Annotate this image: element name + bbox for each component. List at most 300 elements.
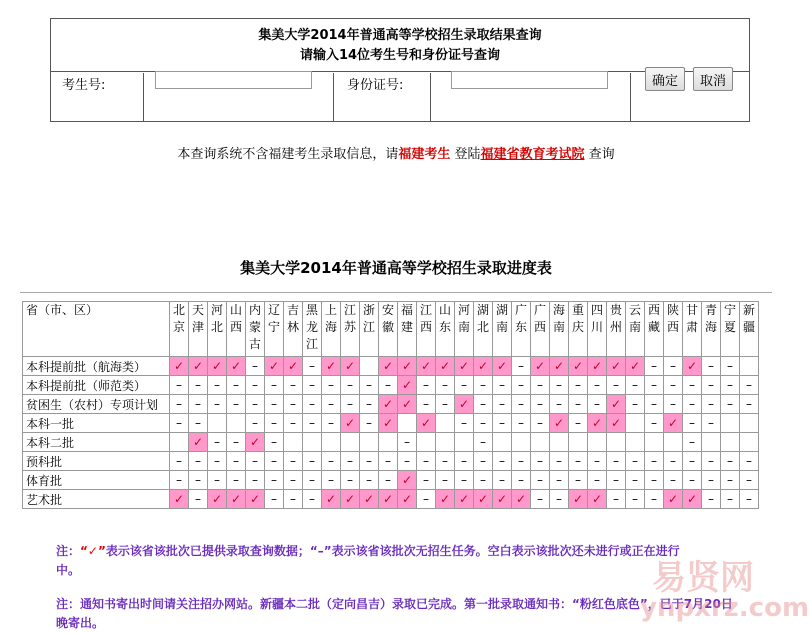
query-title-line2: 请输入14位考生号和身份证号查询 bbox=[299, 48, 501, 63]
batch-name: 贫困生（农村）专项计划 bbox=[23, 395, 170, 414]
fujian-notice bbox=[0, 143, 792, 162]
status-cell: – bbox=[531, 395, 550, 414]
status-cell bbox=[626, 414, 645, 433]
progress-table bbox=[22, 301, 759, 509]
status-cell bbox=[417, 433, 436, 452]
status-cell: ✓ bbox=[683, 490, 702, 509]
status-cell: – bbox=[303, 490, 322, 509]
status-cell: ✓ bbox=[322, 357, 341, 376]
notice-text2: 登陆 bbox=[450, 147, 481, 162]
status-cell: – bbox=[284, 452, 303, 471]
status-cell: – bbox=[341, 471, 360, 490]
province-header: 河南 bbox=[455, 302, 474, 357]
status-cell: ✓ bbox=[550, 357, 569, 376]
status-cell: – bbox=[550, 376, 569, 395]
batch-name: 预科批 bbox=[23, 452, 170, 471]
status-cell: – bbox=[265, 376, 284, 395]
status-cell: – bbox=[246, 414, 265, 433]
status-cell: – bbox=[455, 452, 474, 471]
status-cell: ✓ bbox=[398, 357, 417, 376]
status-cell bbox=[208, 414, 227, 433]
status-cell: – bbox=[398, 452, 417, 471]
status-cell: – bbox=[417, 471, 436, 490]
province-header: 新疆 bbox=[740, 302, 759, 357]
exam-number-input[interactable] bbox=[155, 71, 312, 89]
status-cell: – bbox=[474, 433, 493, 452]
batch-name: 本科一批 bbox=[23, 414, 170, 433]
status-cell: – bbox=[322, 414, 341, 433]
status-cell: – bbox=[588, 395, 607, 414]
status-cell: – bbox=[208, 471, 227, 490]
status-cell: – bbox=[170, 376, 189, 395]
status-cell: – bbox=[645, 376, 664, 395]
watermark-logo: 易贤网 bbox=[652, 558, 754, 598]
table-row bbox=[23, 490, 759, 509]
status-cell: – bbox=[189, 490, 208, 509]
status-cell: – bbox=[341, 395, 360, 414]
status-cell: – bbox=[322, 452, 341, 471]
status-cell: – bbox=[170, 471, 189, 490]
status-cell: – bbox=[265, 452, 284, 471]
status-cell: – bbox=[512, 376, 531, 395]
status-cell: – bbox=[664, 395, 683, 414]
query-title-line1: 集美大学2014年普通高等学校招生录取结果查询 bbox=[258, 28, 542, 43]
status-cell: – bbox=[588, 471, 607, 490]
status-cell: ✓ bbox=[341, 357, 360, 376]
status-cell: ✓ bbox=[455, 357, 474, 376]
province-header: 上海 bbox=[322, 302, 341, 357]
province-header: 宁夏 bbox=[721, 302, 740, 357]
status-cell: – bbox=[493, 471, 512, 490]
status-cell bbox=[550, 433, 569, 452]
status-cell: – bbox=[265, 471, 284, 490]
status-cell bbox=[436, 433, 455, 452]
status-cell: – bbox=[702, 414, 721, 433]
status-cell: ✓ bbox=[474, 490, 493, 509]
id-number-input[interactable] bbox=[451, 71, 608, 89]
province-header: 内蒙古 bbox=[246, 302, 265, 357]
status-cell: – bbox=[455, 376, 474, 395]
status-cell: – bbox=[322, 471, 341, 490]
status-cell: – bbox=[474, 471, 493, 490]
status-cell: – bbox=[303, 357, 322, 376]
status-cell: ✓ bbox=[569, 357, 588, 376]
status-cell: – bbox=[569, 471, 588, 490]
status-cell: – bbox=[512, 471, 531, 490]
status-cell: – bbox=[683, 395, 702, 414]
status-cell: ✓ bbox=[607, 395, 626, 414]
status-cell: ✓ bbox=[493, 357, 512, 376]
status-cell bbox=[588, 433, 607, 452]
legend-note-text: 表示该省该批次已提供录取查询数据；“–”表示该省该批次无招生任务。空白表示该批次还未进行或正在进行中。 bbox=[56, 544, 680, 577]
status-cell: – bbox=[626, 471, 645, 490]
status-cell: – bbox=[550, 395, 569, 414]
id-number-label: 身份证号: bbox=[347, 78, 404, 93]
status-cell: – bbox=[417, 490, 436, 509]
status-cell: – bbox=[493, 414, 512, 433]
cancel-button[interactable]: 取消 bbox=[693, 67, 733, 91]
status-cell: ✓ bbox=[398, 490, 417, 509]
status-cell: ✓ bbox=[170, 357, 189, 376]
status-cell: ✓ bbox=[341, 490, 360, 509]
status-cell: – bbox=[208, 376, 227, 395]
status-cell: – bbox=[360, 471, 379, 490]
status-cell: – bbox=[721, 490, 740, 509]
status-cell: ✓ bbox=[588, 414, 607, 433]
status-cell: ✓ bbox=[474, 357, 493, 376]
status-cell: – bbox=[664, 357, 683, 376]
status-cell: – bbox=[588, 376, 607, 395]
province-header: 天津 bbox=[189, 302, 208, 357]
status-cell: – bbox=[626, 490, 645, 509]
status-cell: – bbox=[702, 490, 721, 509]
status-cell: – bbox=[550, 452, 569, 471]
status-cell: – bbox=[493, 376, 512, 395]
status-cell: ✓ bbox=[398, 395, 417, 414]
status-cell: ✓ bbox=[436, 490, 455, 509]
status-cell: – bbox=[569, 414, 588, 433]
table-row bbox=[23, 471, 759, 490]
status-cell bbox=[493, 433, 512, 452]
province-header: 山西 bbox=[227, 302, 246, 357]
status-cell: ✓ bbox=[360, 490, 379, 509]
province-header: 陕西 bbox=[664, 302, 683, 357]
status-cell: ✓ bbox=[208, 490, 227, 509]
table-row bbox=[23, 376, 759, 395]
status-cell: – bbox=[550, 471, 569, 490]
status-cell: ✓ bbox=[246, 490, 265, 509]
status-cell: – bbox=[588, 452, 607, 471]
status-cell: ✓ bbox=[569, 490, 588, 509]
status-cell: – bbox=[702, 452, 721, 471]
status-cell: – bbox=[170, 395, 189, 414]
status-cell: – bbox=[170, 414, 189, 433]
province-header: 江西 bbox=[417, 302, 436, 357]
status-cell: ✓ bbox=[227, 490, 246, 509]
status-cell bbox=[664, 433, 683, 452]
confirm-button[interactable]: 确定 bbox=[645, 67, 685, 91]
province-header: 北京 bbox=[170, 302, 189, 357]
status-cell: – bbox=[265, 395, 284, 414]
status-cell: ✓ bbox=[398, 376, 417, 395]
status-cell: – bbox=[189, 452, 208, 471]
status-cell: – bbox=[721, 395, 740, 414]
status-cell: – bbox=[284, 471, 303, 490]
status-cell: ✓ bbox=[683, 357, 702, 376]
status-cell: – bbox=[683, 452, 702, 471]
province-header: 四川 bbox=[588, 302, 607, 357]
status-cell: – bbox=[683, 376, 702, 395]
status-cell: – bbox=[645, 357, 664, 376]
status-cell: – bbox=[740, 452, 759, 471]
status-cell: ✓ bbox=[284, 357, 303, 376]
status-cell: ✓ bbox=[664, 490, 683, 509]
province-header: 吉林 bbox=[284, 302, 303, 357]
query-title bbox=[51, 19, 749, 72]
status-cell: – bbox=[607, 490, 626, 509]
legend-note bbox=[56, 542, 696, 580]
status-cell: – bbox=[683, 471, 702, 490]
table-row bbox=[23, 414, 759, 433]
status-cell: ✓ bbox=[170, 490, 189, 509]
status-cell: – bbox=[455, 471, 474, 490]
status-cell: – bbox=[284, 395, 303, 414]
status-cell: – bbox=[436, 395, 455, 414]
province-header: 辽宁 bbox=[265, 302, 284, 357]
status-cell: ✓ bbox=[379, 490, 398, 509]
fujian-exam-authority-link[interactable]: 福建省教育考试院 bbox=[480, 147, 585, 162]
mailing-note: 注：通知书寄出时间请关注招办网站。新疆本二批（定向昌吉）录取已完成。第一批录取通知书：“粉红色底色”，已于7月20日晚寄出。 bbox=[56, 597, 733, 630]
status-cell: – bbox=[740, 395, 759, 414]
status-cell: – bbox=[322, 376, 341, 395]
status-cell: ✓ bbox=[493, 490, 512, 509]
status-cell: – bbox=[683, 414, 702, 433]
status-cell: – bbox=[626, 376, 645, 395]
status-cell: – bbox=[227, 433, 246, 452]
province-header: 江苏 bbox=[341, 302, 360, 357]
status-cell: – bbox=[702, 357, 721, 376]
status-cell: – bbox=[208, 433, 227, 452]
status-cell: – bbox=[398, 433, 417, 452]
status-cell bbox=[645, 433, 664, 452]
status-cell: – bbox=[664, 471, 683, 490]
status-cell: – bbox=[227, 395, 246, 414]
status-cell: – bbox=[645, 395, 664, 414]
status-cell: – bbox=[721, 471, 740, 490]
status-cell bbox=[379, 433, 398, 452]
status-cell: – bbox=[265, 490, 284, 509]
status-cell: – bbox=[246, 395, 265, 414]
status-cell: ✓ bbox=[189, 357, 208, 376]
status-cell bbox=[170, 433, 189, 452]
province-header: 广西 bbox=[531, 302, 550, 357]
status-cell: – bbox=[265, 414, 284, 433]
table-header-row bbox=[23, 302, 759, 357]
status-cell: – bbox=[379, 376, 398, 395]
status-cell: ✓ bbox=[227, 357, 246, 376]
status-cell bbox=[436, 414, 455, 433]
status-cell: – bbox=[531, 376, 550, 395]
status-cell: ✓ bbox=[607, 357, 626, 376]
status-cell: ✓ bbox=[550, 414, 569, 433]
status-cell: – bbox=[512, 452, 531, 471]
status-cell: – bbox=[531, 414, 550, 433]
batch-name: 本科二批 bbox=[23, 433, 170, 452]
batch-name: 本科提前批（航海类） bbox=[23, 357, 170, 376]
status-cell: ✓ bbox=[341, 414, 360, 433]
status-cell: ✓ bbox=[208, 357, 227, 376]
exam-number-label: 考生号: bbox=[62, 78, 106, 93]
status-cell: – bbox=[341, 452, 360, 471]
status-cell: – bbox=[208, 395, 227, 414]
status-cell bbox=[626, 433, 645, 452]
status-cell: – bbox=[360, 376, 379, 395]
province-header-label: 省（市、区） bbox=[23, 302, 170, 357]
status-cell: – bbox=[645, 490, 664, 509]
batch-name: 艺术批 bbox=[23, 490, 170, 509]
status-cell: ✓ bbox=[379, 357, 398, 376]
status-cell: – bbox=[607, 452, 626, 471]
status-cell: ✓ bbox=[626, 357, 645, 376]
province-header: 重庆 bbox=[569, 302, 588, 357]
status-cell: ✓ bbox=[189, 433, 208, 452]
province-header: 河北 bbox=[208, 302, 227, 357]
status-cell bbox=[455, 433, 474, 452]
status-cell bbox=[531, 433, 550, 452]
status-cell: – bbox=[303, 452, 322, 471]
status-cell: – bbox=[740, 471, 759, 490]
province-header: 海南 bbox=[550, 302, 569, 357]
province-header: 安徽 bbox=[379, 302, 398, 357]
status-cell: ✓ bbox=[417, 414, 436, 433]
status-cell: – bbox=[360, 395, 379, 414]
status-cell: – bbox=[417, 395, 436, 414]
status-cell: ✓ bbox=[607, 414, 626, 433]
status-cell: ✓ bbox=[455, 395, 474, 414]
status-cell bbox=[360, 357, 379, 376]
status-cell: – bbox=[436, 376, 455, 395]
status-cell bbox=[398, 414, 417, 433]
status-cell: – bbox=[569, 395, 588, 414]
status-cell: – bbox=[664, 376, 683, 395]
table-row bbox=[23, 357, 759, 376]
status-cell: ✓ bbox=[512, 490, 531, 509]
notice-text1: 本查询系统不含福建考生录取信息，请 bbox=[177, 147, 399, 162]
status-cell bbox=[303, 433, 322, 452]
status-cell: – bbox=[569, 452, 588, 471]
status-cell: ✓ bbox=[398, 471, 417, 490]
status-cell bbox=[607, 433, 626, 452]
status-cell: – bbox=[303, 376, 322, 395]
status-cell: – bbox=[569, 376, 588, 395]
table-row bbox=[23, 395, 759, 414]
status-cell bbox=[702, 433, 721, 452]
status-cell: – bbox=[645, 452, 664, 471]
status-cell: – bbox=[512, 395, 531, 414]
status-cell bbox=[360, 433, 379, 452]
status-cell: ✓ bbox=[531, 357, 550, 376]
divider bbox=[20, 292, 772, 293]
status-cell: ✓ bbox=[246, 433, 265, 452]
status-cell: – bbox=[740, 376, 759, 395]
province-header: 浙江 bbox=[360, 302, 379, 357]
status-cell: – bbox=[265, 433, 284, 452]
status-cell: – bbox=[512, 414, 531, 433]
status-cell: ✓ bbox=[588, 357, 607, 376]
province-header: 湖南 bbox=[493, 302, 512, 357]
status-cell bbox=[721, 433, 740, 452]
status-cell: – bbox=[303, 395, 322, 414]
status-cell bbox=[569, 433, 588, 452]
status-cell: – bbox=[740, 490, 759, 509]
status-cell: – bbox=[303, 471, 322, 490]
status-cell: – bbox=[322, 395, 341, 414]
status-cell: – bbox=[531, 490, 550, 509]
province-header: 黑龙江 bbox=[303, 302, 322, 357]
status-cell: – bbox=[227, 376, 246, 395]
status-cell: – bbox=[721, 376, 740, 395]
status-cell: – bbox=[702, 395, 721, 414]
status-cell: – bbox=[360, 414, 379, 433]
notice-text3: 查询 bbox=[584, 147, 615, 162]
status-cell bbox=[740, 357, 759, 376]
status-cell bbox=[322, 433, 341, 452]
legend-check-mark: “✓” bbox=[80, 544, 106, 558]
status-cell: – bbox=[645, 471, 664, 490]
status-cell: – bbox=[550, 490, 569, 509]
status-cell: ✓ bbox=[455, 490, 474, 509]
province-header: 福建 bbox=[398, 302, 417, 357]
status-cell: – bbox=[683, 433, 702, 452]
status-cell: – bbox=[379, 471, 398, 490]
status-cell: ✓ bbox=[265, 357, 284, 376]
status-cell bbox=[721, 414, 740, 433]
status-cell: – bbox=[645, 414, 664, 433]
status-cell: – bbox=[246, 452, 265, 471]
status-cell: – bbox=[512, 357, 531, 376]
status-cell bbox=[341, 433, 360, 452]
status-cell: – bbox=[208, 452, 227, 471]
status-cell: – bbox=[246, 357, 265, 376]
status-cell: – bbox=[360, 452, 379, 471]
status-cell: – bbox=[702, 376, 721, 395]
province-header: 贵州 bbox=[607, 302, 626, 357]
status-cell: – bbox=[436, 452, 455, 471]
table-row bbox=[23, 452, 759, 471]
status-cell: – bbox=[379, 452, 398, 471]
status-cell: ✓ bbox=[588, 490, 607, 509]
fujian-examinee-link[interactable]: 福建考生 bbox=[398, 147, 451, 162]
status-cell: ✓ bbox=[322, 490, 341, 509]
status-cell: – bbox=[531, 452, 550, 471]
batch-name: 本科提前批（师范类） bbox=[23, 376, 170, 395]
status-cell bbox=[284, 433, 303, 452]
status-cell: – bbox=[303, 414, 322, 433]
province-header: 云南 bbox=[626, 302, 645, 357]
status-cell: – bbox=[417, 452, 436, 471]
status-cell: – bbox=[417, 376, 436, 395]
status-cell: – bbox=[493, 395, 512, 414]
watermark-url: ynpxrz.com bbox=[640, 593, 809, 623]
status-cell: – bbox=[189, 376, 208, 395]
legend-note-prefix: 注： bbox=[56, 544, 81, 558]
status-cell: – bbox=[607, 471, 626, 490]
status-cell: – bbox=[721, 452, 740, 471]
status-cell: – bbox=[531, 471, 550, 490]
status-cell: – bbox=[189, 395, 208, 414]
status-cell: – bbox=[227, 471, 246, 490]
province-header: 西藏 bbox=[645, 302, 664, 357]
status-cell: ✓ bbox=[379, 395, 398, 414]
status-cell: – bbox=[189, 471, 208, 490]
status-cell: – bbox=[626, 395, 645, 414]
status-cell: – bbox=[607, 376, 626, 395]
status-cell: – bbox=[474, 414, 493, 433]
province-header: 甘肃 bbox=[683, 302, 702, 357]
status-cell: – bbox=[493, 452, 512, 471]
status-cell: – bbox=[284, 376, 303, 395]
status-cell: – bbox=[246, 471, 265, 490]
status-cell: ✓ bbox=[436, 357, 455, 376]
status-cell: – bbox=[284, 490, 303, 509]
status-cell bbox=[740, 414, 759, 433]
status-cell: – bbox=[721, 357, 740, 376]
status-cell: – bbox=[189, 414, 208, 433]
status-cell bbox=[740, 433, 759, 452]
status-cell: ✓ bbox=[379, 414, 398, 433]
status-cell: – bbox=[341, 376, 360, 395]
status-cell: – bbox=[246, 376, 265, 395]
